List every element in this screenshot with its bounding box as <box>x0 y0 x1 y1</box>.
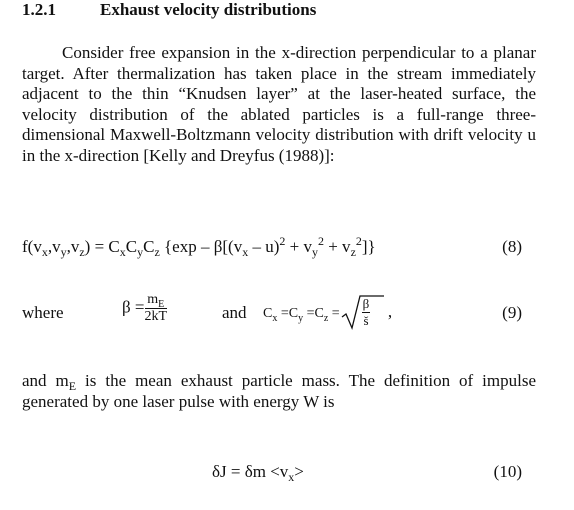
equation-9-comma: , <box>387 301 393 321</box>
equation-10-number: (10) <box>493 462 522 481</box>
equation-8: $f(v_x,v_y,v_z) = C_xC_yC_z$ $\{\exp - \beta[(v_x - u)^2 + v_y^2 + v_z^2]\}$ <box>22 234 376 259</box>
section-number: 1.2.1 <box>22 0 56 19</box>
paragraph-2-text: and $m_E$ is the mean exhaust particle mass. The definition of impulse generated by one laser pulse with energy W is <box>22 371 536 411</box>
equation-9-beta: β = $\frac{m_E}{2kT}$ <box>122 292 168 324</box>
paragraph-2 <box>22 371 536 412</box>
equation-8-number: (8) <box>502 237 522 256</box>
beta-fraction: $\frac{m_E}{2kT}$ <box>144 292 168 324</box>
where-label: where <box>22 303 64 322</box>
sqrt-symbol: $\frac{\beta}{š}$ <box>340 295 384 331</box>
paragraph-1: Consider free expansion in the x-direction perpendicular to a planar target. After thermalization has taken place in the stream immediately adjacent to the thin “Knudsen layer” at the laser-heated surface, the velocity distribution of the ablated particles is a full-range three-dimensional Maxwell-Boltzmann velocity distribution with drift velocity u in the x-direction [Kelly and Dreyfus (1988)]: <box>22 43 536 165</box>
section-title: Exhaust velocity distributions <box>100 0 317 19</box>
equation-10: $\delta J = \delta m <v_x>$ <box>212 462 304 484</box>
equation-9-number: (9) <box>502 303 522 322</box>
and-label: and <box>222 303 247 322</box>
section-heading <box>22 0 316 20</box>
equation-9-c: $C_x =C_y =C_z$ = $\frac{\beta}{š}$ , <box>263 295 392 331</box>
